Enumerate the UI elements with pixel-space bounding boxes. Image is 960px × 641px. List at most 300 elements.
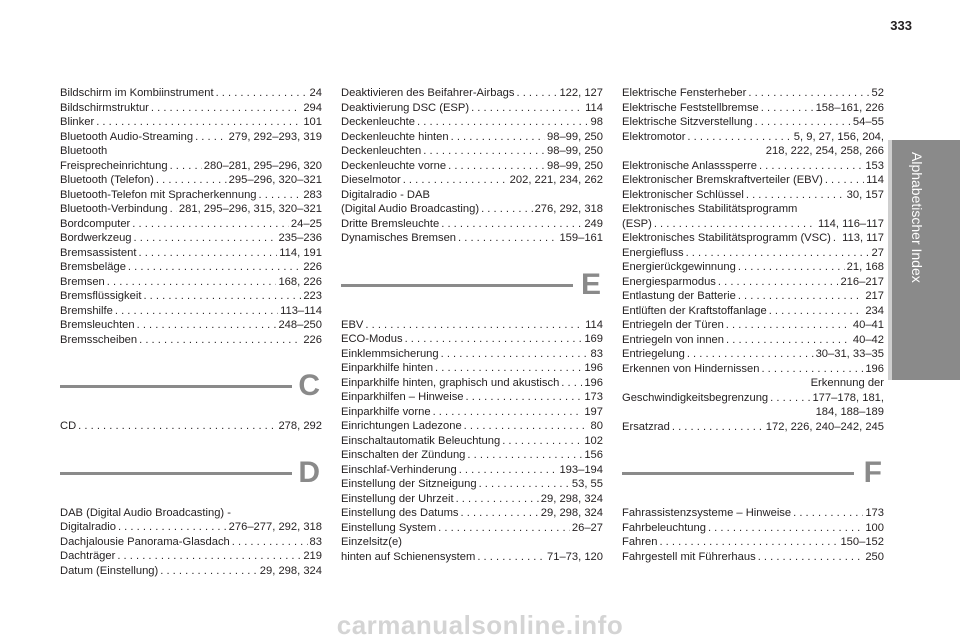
section-header-f <box>622 444 884 506</box>
index-term: Bluetooth-Verbindung <box>60 203 168 215</box>
index-term: Bremsassistent <box>60 246 137 259</box>
dot-leader <box>761 101 814 116</box>
dot-leader <box>746 188 845 203</box>
dot-leader <box>117 549 301 564</box>
index-entry <box>60 333 322 348</box>
page-references: 295–296, 320–321 <box>228 174 322 186</box>
index-entry <box>622 391 884 406</box>
index-entry <box>60 246 322 261</box>
index-term: Einstellung System <box>341 521 437 534</box>
dot-leader <box>479 477 570 492</box>
page-references: 53, 55 <box>571 478 603 490</box>
index-entry <box>341 361 603 376</box>
index-entry <box>341 332 603 347</box>
dot-leader <box>405 332 583 347</box>
index-term: Einparkhilfe hinten, graphisch und akustisch <box>341 376 560 389</box>
index-entry <box>622 217 884 232</box>
index-entry <box>60 115 322 130</box>
index-term: hinten auf Schienensystem <box>341 550 476 563</box>
index-entry-heading: Bluetooth <box>60 145 108 157</box>
page-references: 248–250 <box>278 319 322 331</box>
index-term: Einstellung der Uhrzeit <box>341 492 454 505</box>
dot-leader <box>96 115 301 130</box>
index-entry <box>341 130 603 145</box>
index-term: Einparkhilfen – Hinweise <box>341 391 464 403</box>
index-term: Einparkhilfe vorne <box>341 405 431 418</box>
page-references: 276–277, 292, 318 <box>228 521 322 533</box>
page-references: 98–99, 250 <box>547 145 603 157</box>
page-references: 196 <box>865 362 884 375</box>
index-side-label: Alphabetischer Index <box>909 152 925 283</box>
page-references: 223 <box>303 290 322 302</box>
dot-leader <box>738 289 864 304</box>
index-term: ECO-Modus <box>341 333 403 345</box>
dot-leader <box>423 144 545 159</box>
index-entry <box>60 318 322 333</box>
dot-leader <box>687 347 814 362</box>
index-term: Bremsscheiben <box>60 333 138 346</box>
index-term: Geschwindigkeitsbegrenzung <box>622 391 769 404</box>
dot-leader <box>456 492 539 507</box>
index-term: Einstellung des Datums <box>341 507 459 519</box>
index-entry <box>60 173 322 188</box>
index-term: Bluetooth (Telefon) <box>60 174 154 186</box>
index-term: Erkennen von Hindernissen <box>622 362 760 375</box>
page-references: 54–55 <box>852 116 884 128</box>
index-entry <box>622 362 884 377</box>
page-references: 158–161, 226 <box>815 101 884 114</box>
index-entry <box>341 202 603 217</box>
dot-leader <box>833 231 840 246</box>
dot-leader <box>118 520 227 535</box>
index-term: Dieselmotor <box>341 174 401 186</box>
index-term: Dachjalousie Panorama-Glasdach <box>60 535 230 548</box>
index-entry <box>341 521 603 536</box>
index-term: Freisprecheinrichtung <box>60 159 168 172</box>
page-references: 98–99, 250 <box>547 130 603 143</box>
index-entry <box>60 231 322 246</box>
page-references: 219 <box>303 550 322 562</box>
index-term: Bremsflüssigkeit <box>60 290 142 302</box>
side-tab-edge <box>888 140 892 380</box>
index-entry <box>622 130 884 145</box>
dot-leader <box>517 86 558 101</box>
page-references: 283 <box>303 188 322 201</box>
index-entry <box>341 434 603 449</box>
page-references: 249 <box>584 217 603 230</box>
index-entry <box>60 101 322 116</box>
dot-leader <box>78 419 276 434</box>
index-term: Deckenleuchte hinten <box>341 130 449 143</box>
index-entry <box>341 376 603 391</box>
index-entry <box>622 115 884 130</box>
page-references: 177–178, 181, <box>812 391 884 404</box>
index-term: Ersatzrad <box>622 420 670 433</box>
dot-leader <box>115 304 278 319</box>
dot-leader <box>170 159 202 174</box>
page-references: 196 <box>584 376 603 389</box>
watermark-text: carmanualsonline.info <box>336 610 624 640</box>
index-entry <box>341 347 603 362</box>
page-references: 102 <box>584 434 603 447</box>
page-references: 217 <box>865 290 884 302</box>
dot-leader <box>461 506 539 521</box>
index-term: Deckenleuchte <box>341 116 416 128</box>
dot-leader <box>107 275 277 290</box>
index-term: Elektrische Feststellbremse <box>622 101 759 114</box>
index-entry <box>622 333 884 348</box>
page-references: 83 <box>590 347 603 360</box>
index-term: Deaktivierung DSC (ESP) <box>341 101 470 114</box>
page-references: 276, 292, 318 <box>534 203 603 215</box>
dot-leader <box>738 260 845 275</box>
page-references: 101 <box>303 116 322 128</box>
index-entry <box>60 564 322 579</box>
index-entry <box>622 101 884 116</box>
index-term: Bildschirm im Kombiinstrument <box>60 87 214 99</box>
index-term: Elektromotor <box>622 130 686 143</box>
dot-leader <box>718 275 839 290</box>
index-term: Einrichtungen Ladezone <box>341 420 462 432</box>
dot-leader <box>466 390 583 405</box>
section-rule <box>622 472 854 475</box>
dot-leader <box>481 202 533 217</box>
dot-leader <box>708 521 863 536</box>
page-references: 114 <box>585 318 603 331</box>
dot-leader <box>139 333 301 348</box>
index-term: Blinker <box>60 116 95 128</box>
index-term: Energiesparmodus <box>622 275 716 288</box>
page-number: 333 <box>890 18 912 33</box>
dot-leader <box>435 361 582 376</box>
dot-leader <box>143 289 301 304</box>
index-entry-heading: DAB (Digital Audio Broadcasting) - <box>60 506 231 519</box>
index-column-3 <box>622 86 884 564</box>
page-references: 114, 116–117 <box>818 217 884 230</box>
index-term: Dachträger <box>60 550 116 562</box>
index-entry <box>341 144 603 159</box>
page-references: 113–114 <box>280 304 322 317</box>
page-references: 193–194 <box>559 463 603 476</box>
dot-leader <box>259 188 302 203</box>
index-entry <box>341 550 603 565</box>
index-entry <box>622 275 884 290</box>
page-references: 173 <box>584 391 603 403</box>
index-term: CD <box>60 420 77 432</box>
index-entry <box>341 419 603 434</box>
index-entry <box>60 188 322 203</box>
page-references: 197 <box>584 405 603 418</box>
dot-leader <box>433 405 583 420</box>
index-term: Einschaltautomatik Beleuchtung <box>341 434 501 447</box>
page-references: 153 <box>865 159 884 172</box>
section-header-c <box>60 357 322 419</box>
section-rule <box>341 284 573 287</box>
index-entry <box>622 347 884 362</box>
index-entry-heading: Elektronisches Stabilitätsprogramm <box>622 203 798 215</box>
section-letter: E <box>580 267 601 301</box>
dot-leader <box>758 550 864 565</box>
index-entry <box>60 202 322 217</box>
dot-leader <box>132 217 289 232</box>
page-references: 30–31, 33–35 <box>815 348 884 360</box>
index-entry <box>622 159 884 174</box>
page-references: 234 <box>865 304 884 317</box>
dot-leader <box>793 506 863 521</box>
page-references: 169 <box>584 333 603 345</box>
index-entry <box>341 492 603 507</box>
dot-leader <box>467 448 582 463</box>
dot-leader <box>134 231 277 246</box>
page-references: 114, 191 <box>279 246 322 259</box>
dot-leader <box>686 246 870 261</box>
page-references: 114 <box>585 101 603 114</box>
page-references: 24–25 <box>290 217 322 230</box>
page-references: 279, 292–293, 319 <box>228 130 322 143</box>
index-entry <box>60 289 322 304</box>
page-references: 202, 221, 234, 262 <box>509 174 603 186</box>
page-references: 29, 298, 324 <box>540 492 603 505</box>
page-references: 281, 295–296, 315, 320–321 <box>178 203 322 215</box>
page-references: 80 <box>590 420 603 432</box>
section-header-d <box>60 444 322 506</box>
page-references: 98–99, 250 <box>547 159 603 172</box>
page-references: 156 <box>584 449 603 461</box>
dot-leader <box>471 101 583 116</box>
index-term: Deckenleuchten <box>341 145 422 157</box>
dot-leader <box>654 217 816 232</box>
index-entry <box>622 86 884 101</box>
section-letter: F <box>863 456 882 489</box>
page-references: 29, 298, 324 <box>540 507 603 519</box>
index-term: Entriegeln von innen <box>622 333 725 346</box>
index-term: Elektronischer Schlüssel <box>622 188 744 201</box>
index-entry <box>60 419 322 434</box>
index-term: Bremshilfe <box>60 304 113 317</box>
index-entry <box>60 159 322 174</box>
page-references: 83 <box>309 535 322 548</box>
dot-leader <box>748 86 869 101</box>
index-entry <box>622 188 884 203</box>
page-references: 150–152 <box>840 536 884 548</box>
index-entry <box>60 260 322 275</box>
index-entry <box>341 231 603 246</box>
index-term: Elektrische Sitzverstellung <box>622 116 753 128</box>
dot-leader <box>761 362 863 377</box>
dot-leader <box>403 173 508 188</box>
dot-leader <box>365 318 583 333</box>
dot-leader <box>138 246 277 261</box>
index-entry <box>60 130 322 145</box>
index-term: Fahrassistenzsysteme – Hinweise <box>622 507 792 519</box>
dot-leader <box>672 420 764 435</box>
dot-leader <box>156 173 227 188</box>
index-entry <box>341 448 603 463</box>
section-header-e <box>341 256 603 318</box>
index-term: Elektronischer Bremskraftverteiler (EBV) <box>622 174 823 186</box>
dot-leader <box>417 115 589 130</box>
page-references: 100 <box>865 521 884 534</box>
index-entry <box>60 535 322 550</box>
index-entry <box>60 304 322 319</box>
dot-leader <box>687 130 791 145</box>
index-entry <box>622 318 884 333</box>
dot-leader <box>151 101 301 116</box>
dot-leader <box>216 86 308 101</box>
index-term: Dritte Bremsleuchte <box>341 217 440 230</box>
page-references: 27 <box>871 246 884 259</box>
page-references: 226 <box>303 261 322 273</box>
index-entry <box>622 420 884 435</box>
index-term: Bremsbeläge <box>60 261 126 273</box>
index-entry <box>341 405 603 420</box>
index-term: EBV <box>341 318 364 331</box>
index-entry-heading: Einzelsitz(e) <box>341 536 402 548</box>
index-entry <box>341 318 603 333</box>
index-entry <box>341 506 603 521</box>
section-rule <box>60 472 292 475</box>
page-references: 40–42 <box>852 333 884 346</box>
index-entry <box>622 506 884 521</box>
index-term: (Digital Audio Broadcasting) <box>341 203 480 215</box>
index-term: Datum (Einstellung) <box>60 564 159 577</box>
index-term: Dynamisches Bremsen <box>341 232 457 244</box>
index-column-1 <box>60 86 322 578</box>
index-term: Energiefluss <box>622 246 684 259</box>
dot-leader <box>726 318 851 333</box>
index-term: Bildschirmstruktur <box>60 101 149 114</box>
dot-leader <box>160 564 258 579</box>
index-entry <box>622 521 884 536</box>
index-entry <box>341 159 603 174</box>
index-entry <box>341 86 603 101</box>
dot-leader <box>438 521 570 536</box>
index-term: Deckenleuchte vorne <box>341 159 447 172</box>
index-entry <box>341 101 603 116</box>
index-term: Einschalten der Zündung <box>341 449 466 461</box>
index-term: Deaktivieren des Beifahrer-Airbags <box>341 87 515 99</box>
dot-leader <box>759 159 863 174</box>
index-term: Entriegeln der Türen <box>622 319 724 331</box>
dot-leader <box>458 231 557 246</box>
dot-leader <box>477 550 545 565</box>
index-entry-heading: Digitalradio - DAB <box>341 188 430 201</box>
index-term: Elektronische Anlasssperre <box>622 159 757 172</box>
index-term: Einstellung der Sitzneigung <box>341 478 477 490</box>
index-entry <box>60 86 322 101</box>
dot-leader <box>769 304 864 319</box>
page-references: 21, 168 <box>846 261 884 273</box>
index-entry <box>622 289 884 304</box>
index-entry <box>622 550 884 565</box>
index-term: Bluetooth-Telefon mit Spracherkennung <box>60 188 257 201</box>
index-term: Bluetooth Audio-Streaming <box>60 130 194 143</box>
index-entry <box>341 390 603 405</box>
index-entry <box>341 477 603 492</box>
dot-leader <box>451 130 545 145</box>
index-entry <box>60 549 322 564</box>
section-letter: D <box>298 455 320 489</box>
index-entry <box>341 463 603 478</box>
page-references: 280–281, 295–296, 320 <box>203 159 322 172</box>
page-references: 196 <box>584 362 603 374</box>
page-references: 40–41 <box>852 319 884 331</box>
dot-leader <box>770 391 810 406</box>
page-references: 5, 9, 27, 156, 204, <box>793 130 884 143</box>
dot-leader <box>448 159 545 174</box>
dot-leader <box>137 318 277 333</box>
index-entry <box>341 115 603 130</box>
index-entry <box>622 260 884 275</box>
index-entry <box>341 173 603 188</box>
page-references: 30, 157 <box>846 188 884 201</box>
index-term: Einschlaf-Verhinderung <box>341 463 457 476</box>
page-references: 168, 226 <box>278 275 322 288</box>
index-term: Bremsen <box>60 275 105 288</box>
section-rule <box>60 385 292 388</box>
page-references: 24 <box>309 87 322 99</box>
page-references: 250 <box>865 550 884 563</box>
page-references: 71–73, 120 <box>547 550 603 563</box>
index-term: Fahren <box>622 536 658 548</box>
dot-leader <box>170 202 177 217</box>
index-term: Fahrbeleuchtung <box>622 521 706 534</box>
page-references: 173 <box>865 507 884 519</box>
index-entry-continuation: 218, 222, 254, 258, 266 <box>765 145 884 157</box>
index-term: Entlastung der Batterie <box>622 290 736 302</box>
dot-leader <box>232 535 308 550</box>
page-references: 26–27 <box>571 521 603 534</box>
dot-leader <box>441 347 589 362</box>
page-references: 235–236 <box>278 232 322 244</box>
dot-leader <box>825 173 864 188</box>
index-term: Bordcomputer <box>60 217 131 230</box>
index-term: (ESP) <box>622 217 652 230</box>
dot-leader <box>464 419 589 434</box>
index-term: Entriegelung <box>622 348 685 360</box>
dot-leader <box>441 217 582 232</box>
dot-leader <box>659 535 838 550</box>
index-term: Elektronisches Stabilitätsprogramm (VSC) <box>622 232 831 244</box>
page-references: 159–161 <box>559 232 603 244</box>
index-entry <box>622 535 884 550</box>
page-references: 278, 292 <box>278 420 322 432</box>
page-references: 98 <box>590 116 603 128</box>
page-references: 114 <box>866 174 884 186</box>
dot-leader <box>561 376 582 391</box>
page-references: 294 <box>303 101 322 114</box>
page-references: 122, 127 <box>559 87 603 99</box>
index-term: Fahrgestell mit Führerhaus <box>622 550 756 563</box>
index-entry <box>622 173 884 188</box>
page-references: 216–217 <box>840 275 884 288</box>
page-references: 113, 117 <box>842 232 884 244</box>
page-references: 226 <box>303 333 322 346</box>
index-term: Bordwerkzeug <box>60 232 132 244</box>
index-term: Entlüften der Kraftstoffanlage <box>622 304 767 317</box>
page-references: 29, 298, 324 <box>259 564 322 577</box>
dot-leader <box>726 333 851 348</box>
index-entry <box>60 217 322 232</box>
dot-leader <box>459 463 558 478</box>
dot-leader <box>128 260 301 275</box>
dot-leader <box>195 130 227 145</box>
index-term: Elektrische Fensterheber <box>622 87 747 99</box>
index-entry <box>622 304 884 319</box>
index-entry <box>622 231 884 246</box>
index-term: Digitalradio <box>60 521 116 533</box>
section-letter: C <box>298 369 320 402</box>
